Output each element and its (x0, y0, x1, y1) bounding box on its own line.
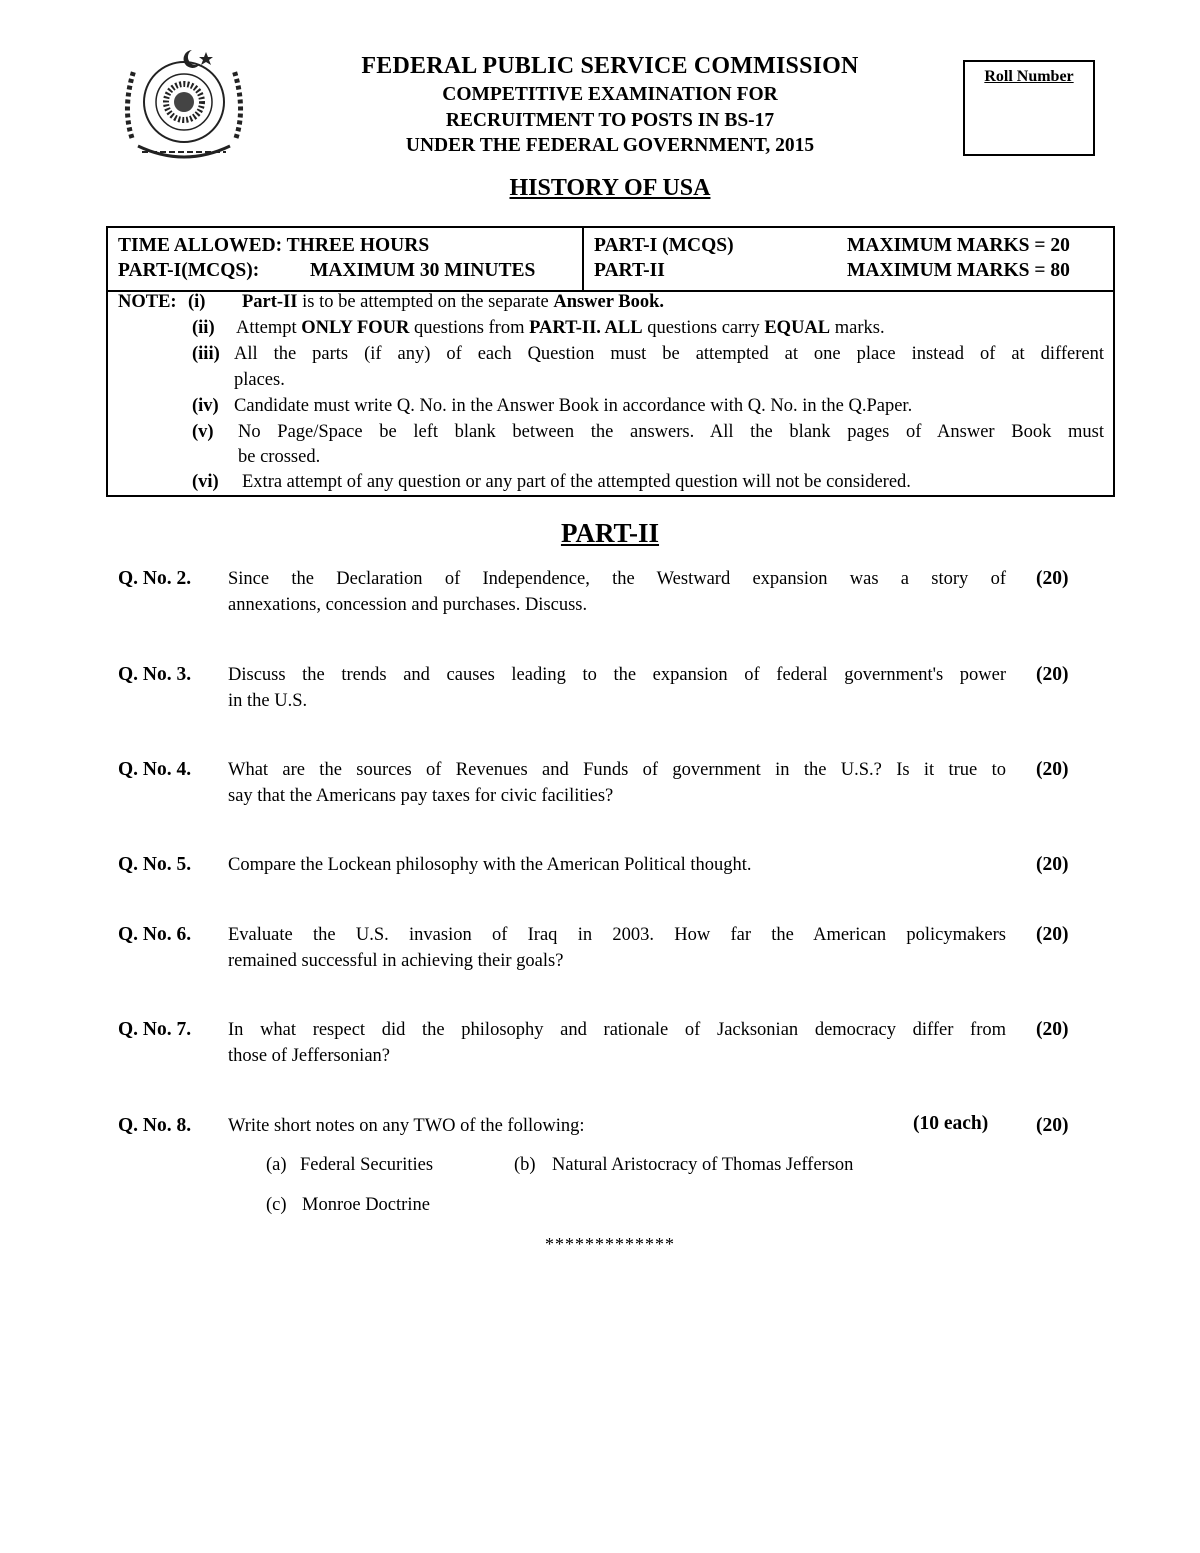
question-marks: (20) (1036, 1019, 1069, 1040)
option-label: (b) (514, 1155, 536, 1175)
note-text: No Page/Space be left blank between the answers. All the blank pages of Answer Book must (238, 422, 1104, 442)
note-number: (ii) (192, 318, 215, 338)
question-text: Since the Declaration of Independence, the Westward expansion was a story of annexations, concession and purchases. Discuss. (228, 569, 1006, 615)
question-number: Q. No. 4. (118, 759, 192, 780)
question-number: Q. No. 6. (118, 924, 192, 945)
note-number: (v) (192, 422, 214, 442)
question-text: Write short notes on any TWO of the following: (228, 1116, 585, 1136)
fpsc-emblem-icon (118, 48, 260, 166)
note-prefix: NOTE: (118, 292, 177, 312)
note-text: Extra attempt of any question or any part of the attempted question will not be considered. (242, 472, 911, 492)
note-number: (iii) (192, 344, 220, 364)
roll-number-box[interactable] (963, 60, 1095, 156)
table-divider (582, 228, 584, 290)
option-label: (a) (266, 1155, 287, 1175)
question-number: Q. No. 8. (118, 1115, 192, 1136)
question-marks: (20) (1036, 1115, 1069, 1136)
question-number: Q. No. 2. (118, 568, 192, 589)
header-line-3: UNDER THE FEDERAL GOVERNMENT, 2015 (405, 135, 815, 156)
note-text-continued: places. (234, 370, 285, 390)
question-text: Discuss the trends and causes leading to the expansion of federal government's power in the U.S. (228, 665, 1006, 711)
question-marks: (20) (1036, 759, 1069, 780)
note-text: All the parts (if any) of each Question must be attempted at one place instead of at different (234, 344, 1104, 364)
header-line-1: COMPETITIVE EXAMINATION FOR (442, 84, 778, 105)
part2-label: PART-II (594, 260, 665, 281)
notes-box (106, 290, 1115, 497)
note-number: (i) (188, 292, 206, 312)
note-text-continued: be crossed. (238, 447, 321, 467)
subject-title: HISTORY OF USA (509, 175, 711, 201)
mcq-label: PART-I(MCQS): (118, 260, 260, 281)
note-text: Part-II is to be attempted on the separate Answer Book. (242, 292, 665, 312)
note-text: Attempt ONLY FOUR questions from PART-II. ALL questions carry EQUAL marks. (236, 318, 885, 338)
question-text: In what respect did the philosophy and rationale of Jacksonian democracy differ from those of Jeffersonian? (228, 1020, 1006, 1066)
note-text: Candidate must write Q. No. in the Answer Book in accordance with Q. No. in the Q.Paper. (234, 396, 913, 416)
question-marks: (20) (1036, 924, 1069, 945)
question-number: Q. No. 5. (118, 854, 192, 875)
time-allowed: TIME ALLOWED: THREE HOURS (118, 235, 430, 256)
question-text: Compare the Lockean philosophy with the American Political thought. (228, 855, 752, 875)
question-marks: (20) (1036, 664, 1069, 685)
question-number: Q. No. 7. (118, 1019, 192, 1040)
header-line-2: RECRUITMENT TO POSTS IN BS-17 (445, 110, 775, 131)
part1-label: PART-I (MCQS) (594, 235, 734, 256)
question-marks: (20) (1036, 568, 1069, 589)
part2-marks: MAXIMUM MARKS = 80 (847, 260, 1070, 281)
question-marks: (20) (1036, 854, 1069, 875)
organization-title: FEDERAL PUBLIC SERVICE COMMISSION (361, 53, 859, 79)
end-marker: ************* (545, 1234, 675, 1254)
option-label: (c) (266, 1195, 287, 1215)
part1-marks: MAXIMUM MARKS = 20 (847, 235, 1070, 256)
each-marks: (10 each) (913, 1113, 989, 1134)
question-text: What are the sources of Revenues and Funds of government in the U.S.? Is it true to say that the Americans pay taxes for civic facilities? (228, 760, 1006, 806)
part-title: PART-II (560, 518, 660, 548)
note-number: (iv) (192, 396, 219, 416)
option-text: Natural Aristocracy of Thomas Jefferson (552, 1155, 854, 1175)
roll-number-label: Roll Number (984, 68, 1074, 85)
question-text: Evaluate the U.S. invasion of Iraq in 2003. How far the American policymakers remained successful in achieving their goals? (228, 925, 1006, 971)
note-number: (vi) (192, 472, 219, 492)
question-number: Q. No. 3. (118, 664, 192, 685)
marks-table (106, 226, 1115, 292)
option-text: Monroe Doctrine (302, 1195, 430, 1215)
option-text: Federal Securities (300, 1155, 434, 1175)
mcq-time: MAXIMUM 30 MINUTES (310, 260, 536, 281)
